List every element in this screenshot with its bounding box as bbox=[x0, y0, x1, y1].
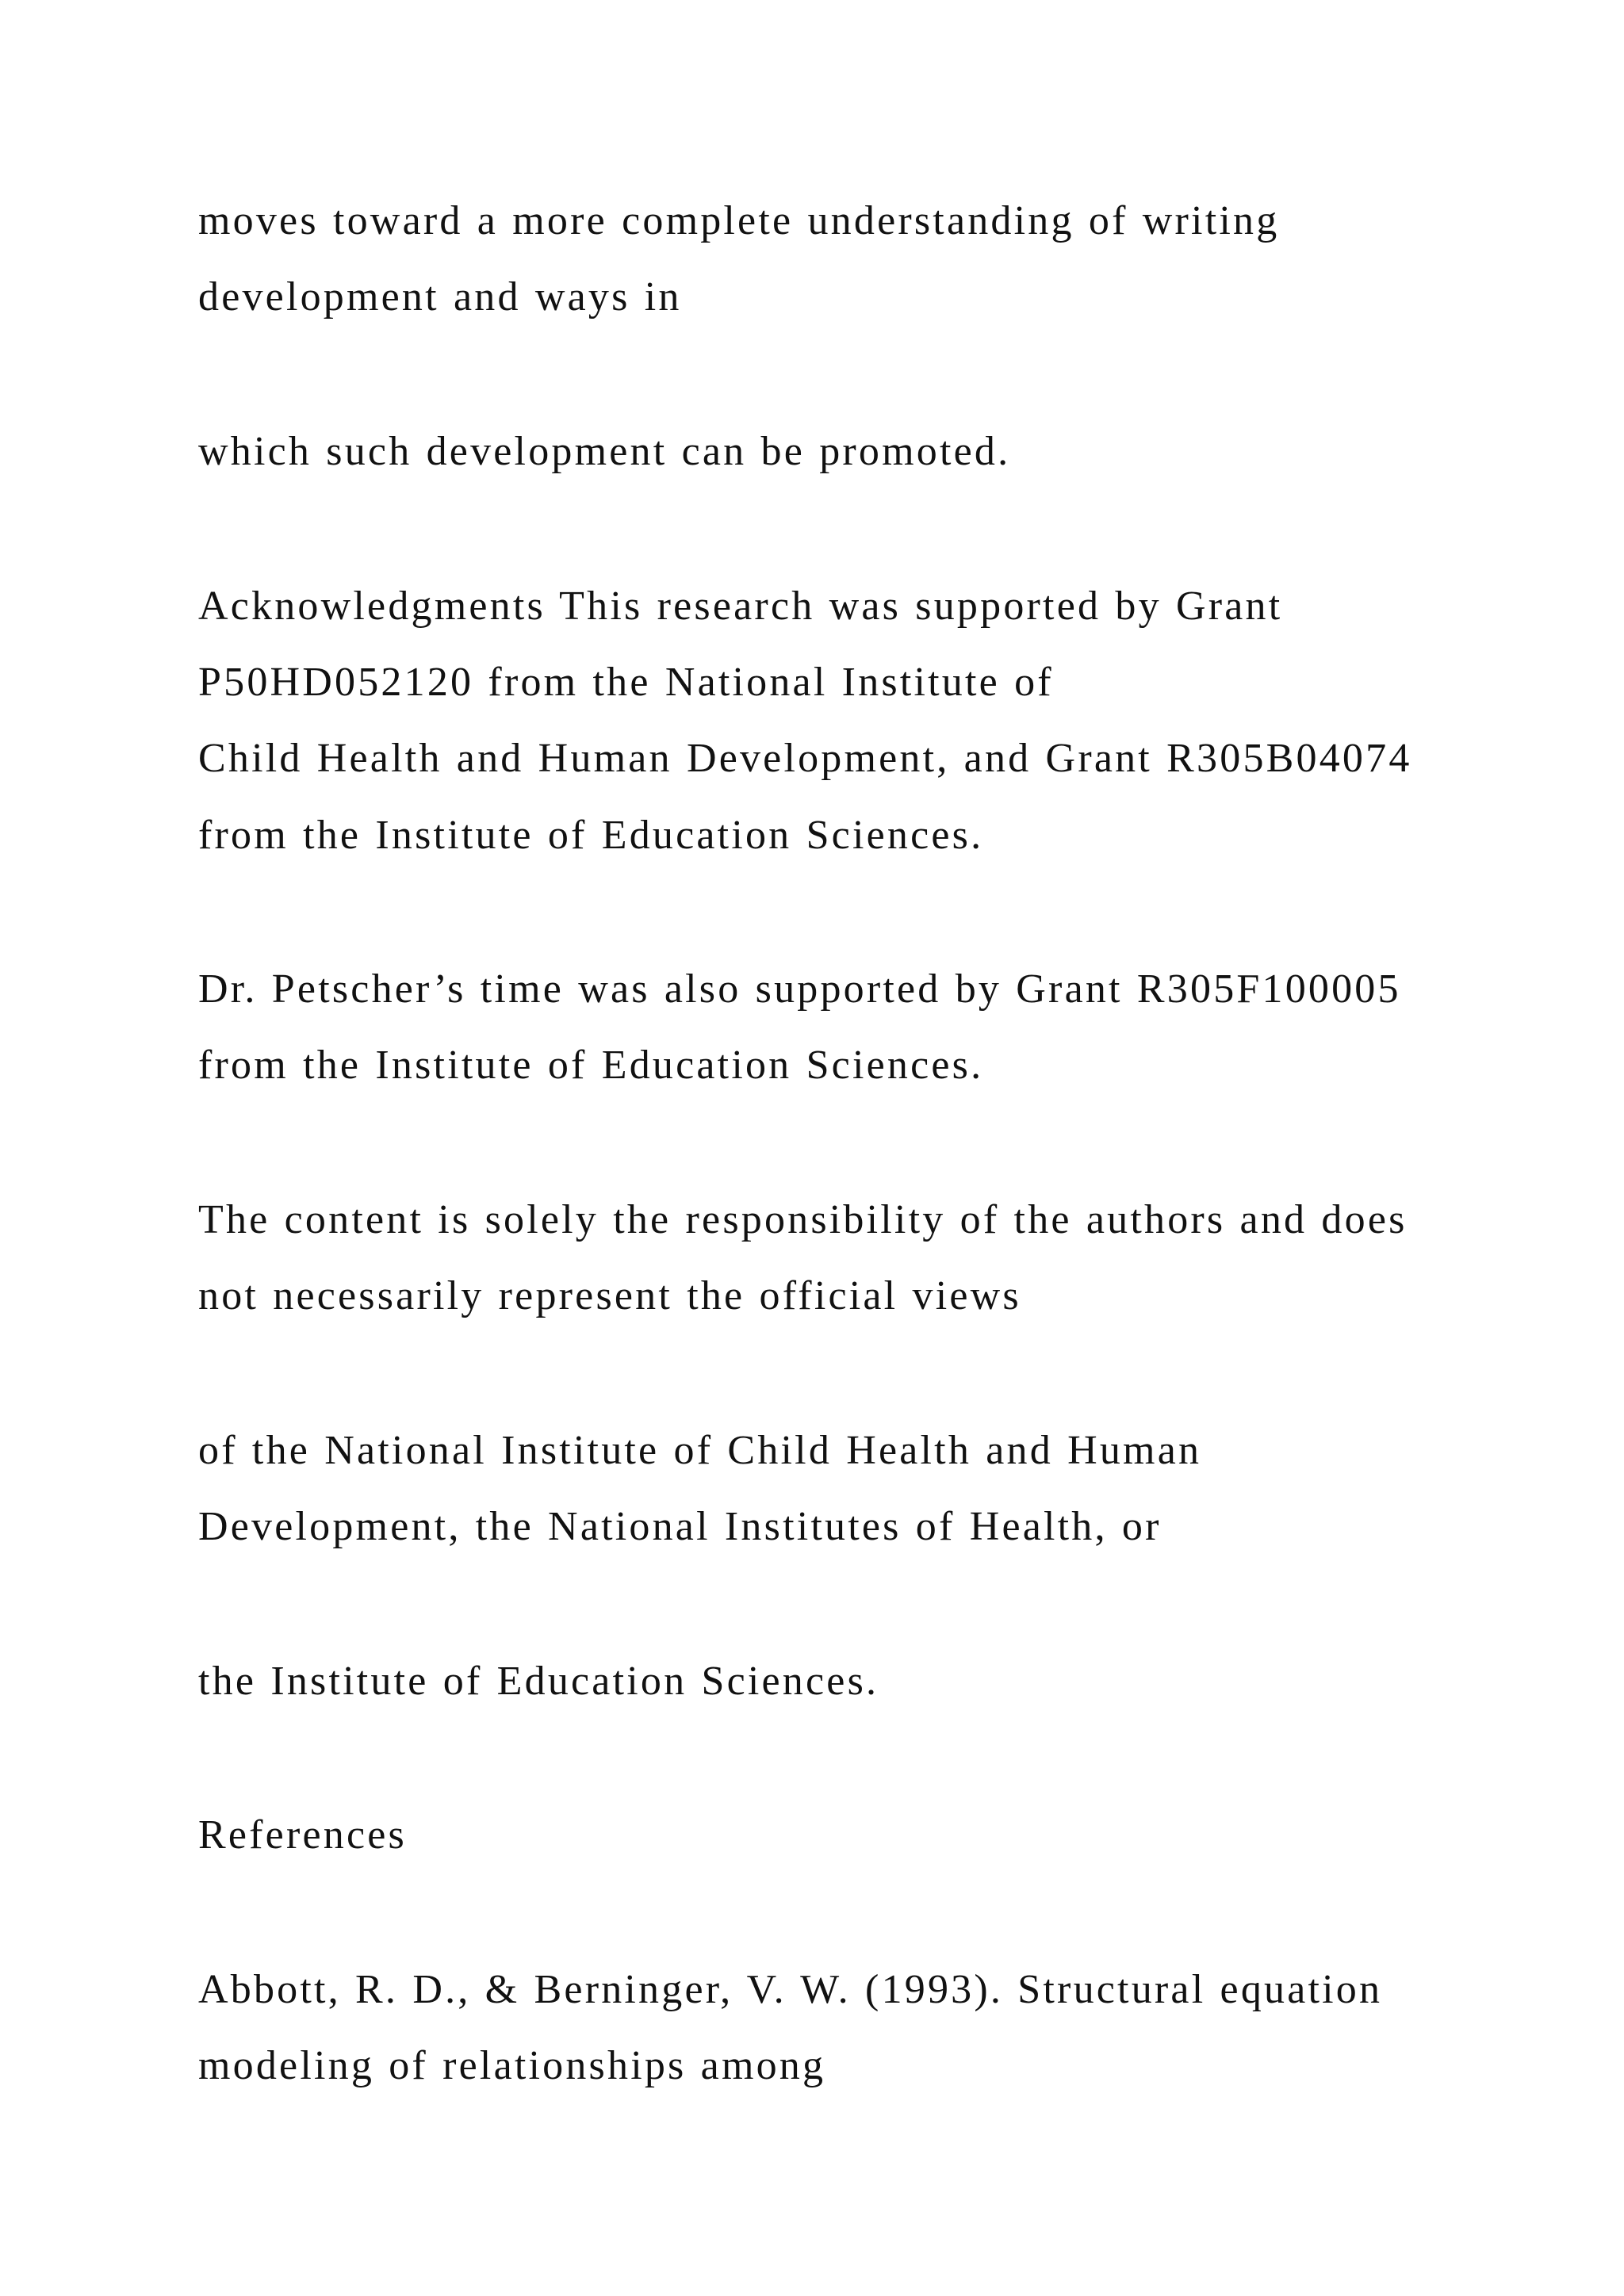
acknowledgments-line: from the Institute of Education Sciences. bbox=[198, 813, 984, 858]
acknowledgments-line: Acknowledgments This research was supported by Grant bbox=[198, 584, 1283, 629]
references-heading: References bbox=[198, 1812, 407, 1858]
disclaimer-line: of the National Institute of Child Health and Human bbox=[198, 1428, 1202, 1473]
disclaimer-line: The content is solely the responsibility of the authors and does bbox=[198, 1197, 1408, 1242]
acknowledgments-line: Child Health and Human Development, and Grant R305B04074 bbox=[198, 736, 1412, 781]
disclaimer-line: the Institute of Education Sciences. bbox=[198, 1659, 879, 1704]
disclaimer-line: Development, the National Institutes of Health, or bbox=[198, 1504, 1162, 1549]
acknowledgments-line: Dr. Petscher’s time was also supported by Grant R305F100005 bbox=[198, 966, 1401, 1012]
body-text-line: which such development can be promoted. bbox=[198, 429, 1011, 474]
disclaimer-line: not necessarily represent the official views bbox=[198, 1273, 1021, 1318]
acknowledgments-line: from the Institute of Education Sciences. bbox=[198, 1043, 984, 1088]
reference-entry-line: modeling of relationships among bbox=[198, 2043, 826, 2088]
body-text-line: development and ways in bbox=[198, 274, 682, 320]
acknowledgments-line: P50HD052120 from the National Institute of bbox=[198, 660, 1054, 705]
body-text-line: moves toward a more complete understanding of writing bbox=[198, 198, 1280, 243]
reference-entry-line: Abbott, R. D., & Berninger, V. W. (1993). Structural equation bbox=[198, 1967, 1383, 2012]
